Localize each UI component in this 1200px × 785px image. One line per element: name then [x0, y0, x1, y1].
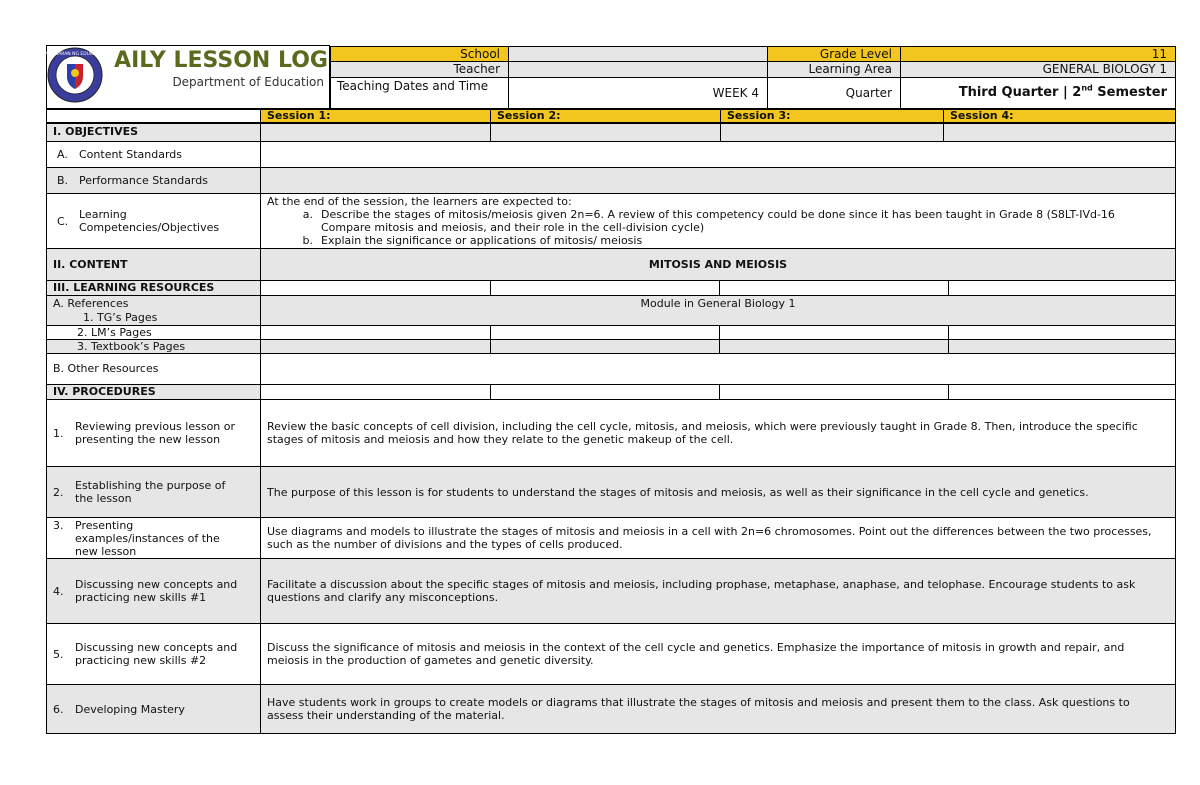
competency-a-line2: Compare mitosis and meiosis, and their role in the cell-division cycle) — [321, 221, 705, 234]
other-resources-value[interactable] — [260, 353, 1176, 385]
textbook-pages-label: 3. Textbook’s Pages — [46, 339, 261, 354]
content-heading: II. CONTENT — [46, 248, 261, 281]
procedures-s4 — [948, 384, 1176, 400]
school-field[interactable] — [508, 46, 768, 62]
objectives-heading: I. OBJECTIVES — [46, 123, 261, 142]
procedures-s1 — [260, 384, 491, 400]
procedure-3-num: 3. — [53, 519, 64, 532]
resources-s2 — [490, 280, 720, 296]
objectives-s1 — [260, 123, 491, 142]
procedure-6-label — [46, 684, 261, 734]
textbook-s3[interactable] — [719, 339, 949, 354]
dates-field[interactable]: WEEK 4 — [508, 77, 768, 109]
procedure-5-label — [46, 623, 261, 685]
procedure-1-num: 1. — [53, 426, 64, 440]
competencies-label — [46, 193, 261, 249]
school-label: School — [330, 46, 509, 62]
session-2-header: Session 2: — [490, 109, 721, 123]
competencies-text: Learning Competencies/Objectives — [79, 208, 220, 234]
procedure-2-num: 2. — [53, 485, 64, 499]
procedure-4-label — [46, 558, 261, 624]
textbook-s4[interactable] — [948, 339, 1176, 354]
competency-b — [267, 234, 1169, 247]
deped-seal-icon — [41, 46, 109, 104]
performance-standards-num: B. — [57, 174, 69, 187]
svg-text:KAGAWARAN NG EDUKASYON: KAGAWARAN NG EDUKASYON — [41, 52, 109, 57]
tg-pages-text: 1. TG’s Pages — [83, 311, 158, 324]
procedure-3-label — [46, 517, 261, 559]
objectives-s3 — [720, 123, 944, 142]
competencies-num: C. — [57, 214, 69, 228]
references-text: A. References — [53, 297, 129, 310]
procedure-6-num: 6. — [53, 702, 64, 716]
learning-area-label: Learning Area — [767, 61, 901, 78]
lm-pages-label: 2. LM’s Pages — [46, 325, 261, 340]
department-name: Department of Education — [172, 75, 324, 89]
session-corner — [46, 109, 261, 123]
procedure-1-label — [46, 399, 261, 467]
procedure-1-title: Reviewing previous lesson or presenting the new lesson — [75, 420, 236, 446]
dates-label: Teaching Dates and Time — [330, 77, 509, 109]
procedures-s2 — [490, 384, 720, 400]
procedure-6-title: Developing Mastery — [75, 702, 185, 716]
content-standards-label — [46, 141, 261, 168]
resources-s1 — [260, 280, 491, 296]
other-resources-label: B. Other Resources — [46, 353, 261, 385]
procedure-6-text[interactable]: Have students work in groups to create models or diagrams that illustrate the stages of mitosis and meiosis and present them to the class. Ask questions to assess their understanding of the material. — [260, 684, 1176, 734]
quarter-text-post: Semester — [1092, 85, 1167, 100]
performance-standards-text: Performance Standards — [79, 174, 208, 187]
content-value[interactable]: MITOSIS AND MEIOSIS — [260, 248, 1176, 281]
competency-a-line1: Describe the stages of mitosis/meiosis given 2n=6. A review of this competency could be done since it has been taught in Grade 8 (S8LT-IVd-16 — [321, 208, 1115, 221]
competency-a — [267, 208, 1169, 234]
teacher-label: Teacher — [330, 61, 509, 78]
textbook-s2[interactable] — [490, 339, 720, 354]
quarter-field[interactable] — [900, 77, 1176, 109]
resources-s3 — [719, 280, 949, 296]
competency-a-mark: a. — [302, 208, 313, 221]
resources-s4 — [948, 280, 1176, 296]
quarter-sup: nd — [1081, 83, 1093, 93]
content-standards-value[interactable] — [260, 141, 1176, 168]
lm-s1[interactable] — [260, 325, 491, 340]
competency-b-mark: b. — [302, 234, 313, 247]
procedure-2-label — [46, 466, 261, 518]
competency-b-text: Explain the significance or applications of mitosis/ meiosis — [321, 234, 643, 247]
teacher-field[interactable] — [508, 61, 768, 78]
references-label — [46, 295, 261, 326]
objectives-s2 — [490, 123, 721, 142]
page-title: AILY LESSON LOG — [114, 48, 328, 73]
grade-level-field[interactable]: 11 — [900, 46, 1176, 62]
procedure-5-title: Discussing new concepts and practicing new skills #2 — [75, 641, 238, 667]
procedure-2-text[interactable]: The purpose of this lesson is for students to understand the stages of mitosis and meiosis, as well as their significance in the cell cycle and genetics. — [260, 466, 1176, 518]
objectives-s4 — [943, 123, 1176, 142]
procedure-3-title: Presenting examples/instances of the new lesson — [75, 518, 220, 558]
session-1-header: Session 1: — [260, 109, 491, 123]
grade-level-label: Grade Level — [767, 46, 901, 62]
procedure-2-title: Establishing the purpose of the lesson — [75, 479, 226, 505]
procedure-5-text[interactable]: Discuss the significance of mitosis and meiosis in the context of the cell cycle and genetics. Emphasize the importance of mitosis in growth and repair, and meiosis in the production of gametes and genetic diversity. — [260, 623, 1176, 685]
learning-area-field[interactable]: GENERAL BIOLOGY 1 — [900, 61, 1176, 78]
quarter-text: Third Quarter | 2 — [958, 85, 1082, 100]
procedures-s3 — [719, 384, 949, 400]
procedure-3-text[interactable]: Use diagrams and models to illustrate the stages of mitosis and meiosis in a cell with 2n=6 chromosomes. Point out the differences between the two processes, such as the number of divisions and the types of cells produced. — [260, 517, 1176, 559]
quarter-label: Quarter — [767, 77, 901, 109]
competencies-intro: At the end of the session, the learners are expected to: — [267, 195, 572, 208]
procedure-4-num: 4. — [53, 584, 64, 598]
lm-s4[interactable] — [948, 325, 1176, 340]
session-4-header: Session 4: — [943, 109, 1176, 123]
content-standards-text: Content Standards — [79, 148, 183, 161]
lm-s2[interactable] — [490, 325, 720, 340]
procedure-5-num: 5. — [53, 647, 64, 661]
performance-standards-value[interactable] — [260, 167, 1176, 194]
competencies-value[interactable] — [260, 193, 1176, 249]
procedures-heading: IV. PROCEDURES — [46, 384, 261, 400]
learning-resources-heading: III. LEARNING RESOURCES — [46, 280, 261, 296]
content-standards-num: A. — [57, 148, 68, 161]
textbook-s1[interactable] — [260, 339, 491, 354]
references-value[interactable]: Module in General Biology 1 — [260, 295, 1176, 326]
procedure-1-text[interactable]: Review the basic concepts of cell division, including the cell cycle, mitosis, and meiosis, which were previously taught in Grade 8. Then, introduce the specific stages of mitosis and meiosis and how they relate to the genetic makeup of the cell. — [260, 399, 1176, 467]
session-3-header: Session 3: — [720, 109, 944, 123]
procedure-4-title: Discussing new concepts and practicing new skills #1 — [75, 578, 238, 604]
performance-standards-label — [46, 167, 261, 194]
competency-a-text — [321, 208, 1115, 234]
procedure-4-text[interactable]: Facilitate a discussion about the specific stages of mitosis and meiosis, including prophase, metaphase, anaphase, and telophase. Encourage students to ask questions and clarify any misconceptions. — [260, 558, 1176, 624]
lm-s3[interactable] — [719, 325, 949, 340]
